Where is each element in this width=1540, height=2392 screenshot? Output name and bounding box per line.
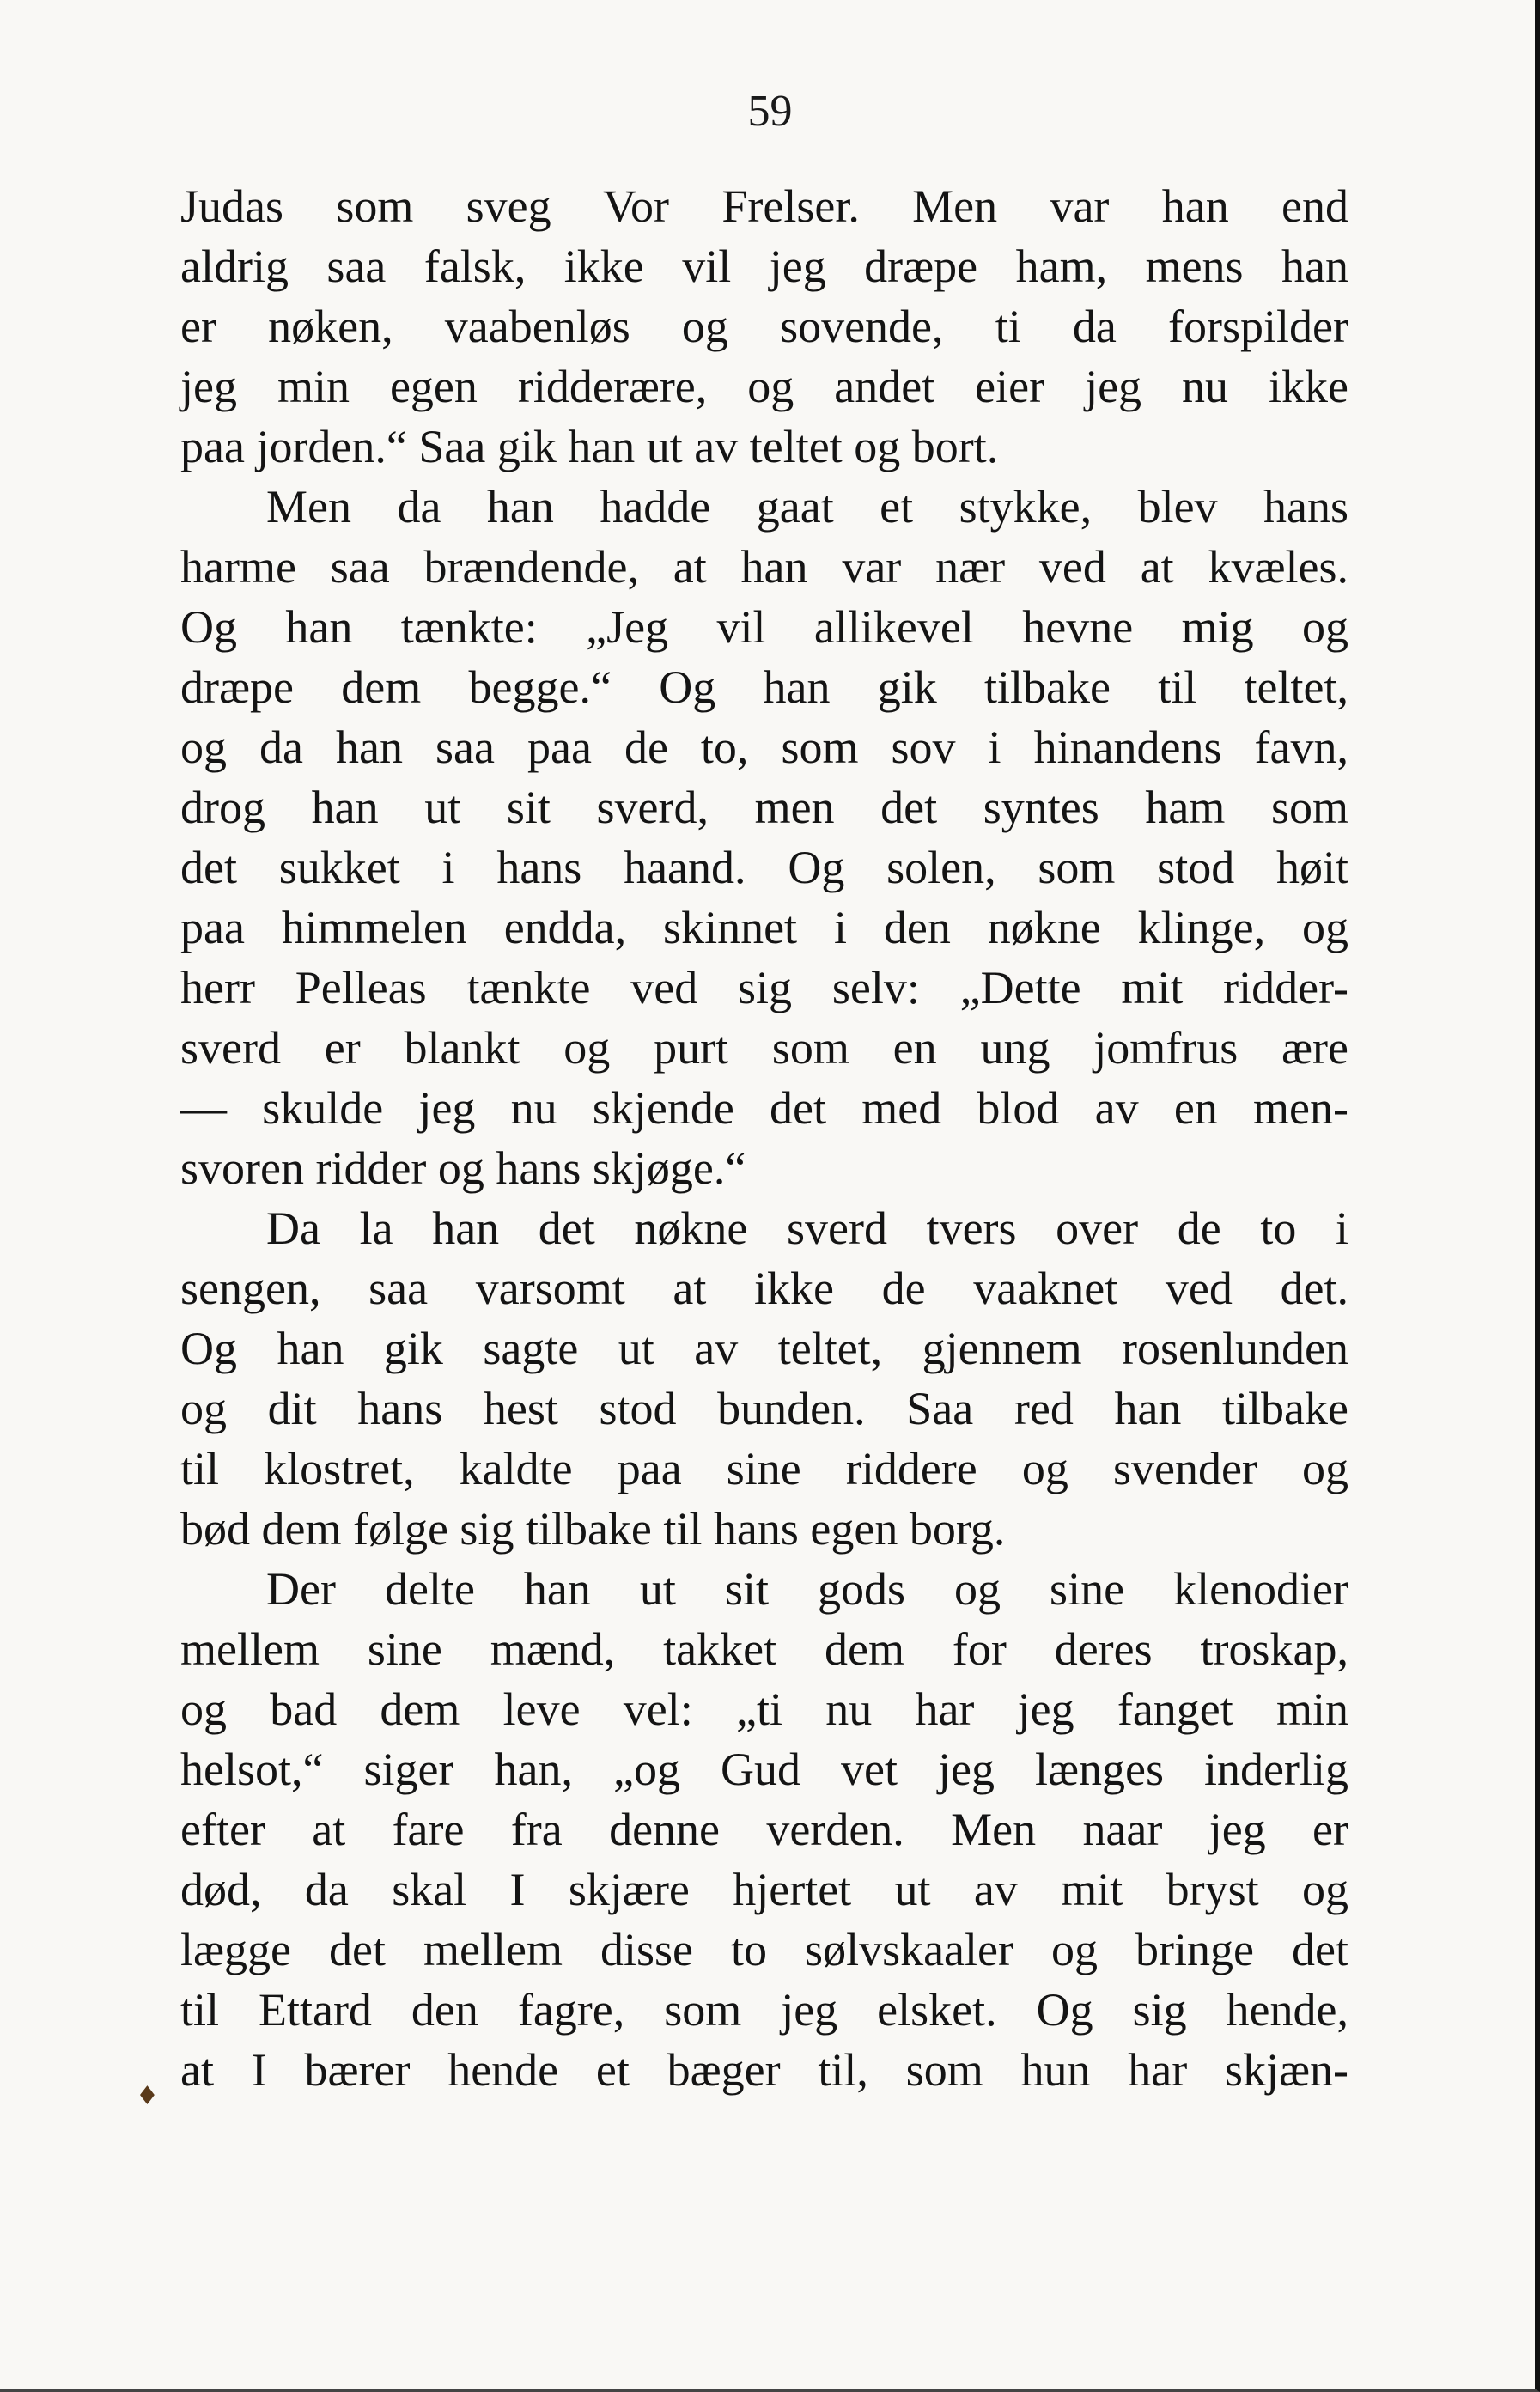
text-line: paa jorden.“ Saa gik han ut av teltet og bort. bbox=[180, 421, 999, 472]
text-line: harme saa brændende, at han var nær ved at kvæles. bbox=[180, 541, 1348, 593]
text-line: sengen, saa varsomt at ikke de vaaknet ved det. bbox=[180, 1263, 1348, 1314]
text-line: — skulde jeg nu skjende det med blod av en men- bbox=[180, 1082, 1348, 1134]
text-line: jeg min egen ridderære, og andet eier jeg nu ikke bbox=[180, 361, 1348, 412]
text-line: sverd er blankt og purt som en ung jomfrus ære bbox=[180, 1022, 1348, 1074]
text-line: efter at fare fra denne verden. Men naar jeg er bbox=[180, 1804, 1348, 1855]
text-line: Og han gik sagte ut av teltet, gjennem rosenlunden bbox=[180, 1323, 1348, 1374]
text-line: bød dem følge sig tilbake til hans egen borg. bbox=[180, 1503, 1006, 1555]
text-line: drog han ut sit sverd, men det syntes ham som bbox=[180, 782, 1348, 833]
text-line: død, da skal I skjære hjertet ut av mit bryst og bbox=[180, 1864, 1348, 1915]
text-line: at I bærer hende et bæger til, som hun har skjæn- bbox=[180, 2044, 1348, 2096]
page-number: 59 bbox=[747, 87, 793, 136]
text-line: og bad dem leve vel: „ti nu har jeg fanget min bbox=[180, 1683, 1348, 1735]
text-line: til Ettard den fagre, som jeg elsket. Og sig hende, bbox=[180, 1984, 1348, 2036]
text-line: og dit hans hest stod bunden. Saa red han tilbake bbox=[180, 1383, 1348, 1434]
text-line: lægge det mellem disse to sølvskaaler og bringe det bbox=[180, 1924, 1348, 1975]
text-line: helsot,“ siger han, „og Gud vet jeg længes inderlig bbox=[180, 1744, 1348, 1795]
text-line: svoren ridder og hans skjøge.“ bbox=[180, 1142, 746, 1194]
text-line: til klostret, kaldte paa sine riddere og svender og bbox=[180, 1443, 1348, 1494]
text-line: paa himmelen endda, skinnet i den nøkne klinge, og bbox=[180, 902, 1348, 953]
text-line: er nøken, vaabenløs og sovende, ti da forspilder bbox=[180, 301, 1348, 352]
text-line: dræpe dem begge.“ Og han gik tilbake til teltet, bbox=[180, 661, 1348, 713]
text-line: det sukket i hans haand. Og solen, som stod høit bbox=[180, 842, 1348, 893]
paragraph-start-line: Der delte han ut sit gods og sine klenodier bbox=[266, 1563, 1348, 1615]
text-line: mellem sine mænd, takket dem for deres troskap, bbox=[180, 1623, 1348, 1675]
text-line: herr Pelleas tænkte ved sig selv: „Dette mit ridder- bbox=[180, 962, 1348, 1013]
paragraph-start-line: Da la han det nøkne sverd tvers over de to i bbox=[266, 1202, 1348, 1254]
text-line: og da han saa paa de to, som sov i hinandens favn, bbox=[180, 721, 1348, 773]
paragraph-start-line: Men da han hadde gaat et stykke, blev hans bbox=[266, 481, 1348, 533]
text-line: Og han tænkte: „Jeg vil allikevel hevne mig og bbox=[180, 601, 1348, 653]
margin-mark-icon: ♦ bbox=[136, 2081, 159, 2111]
text-line: Judas som sveg Vor Frelser. Men var han end bbox=[180, 180, 1348, 232]
text-line: aldrig saa falsk, ikke vil jeg dræpe ham, mens han bbox=[180, 240, 1348, 292]
